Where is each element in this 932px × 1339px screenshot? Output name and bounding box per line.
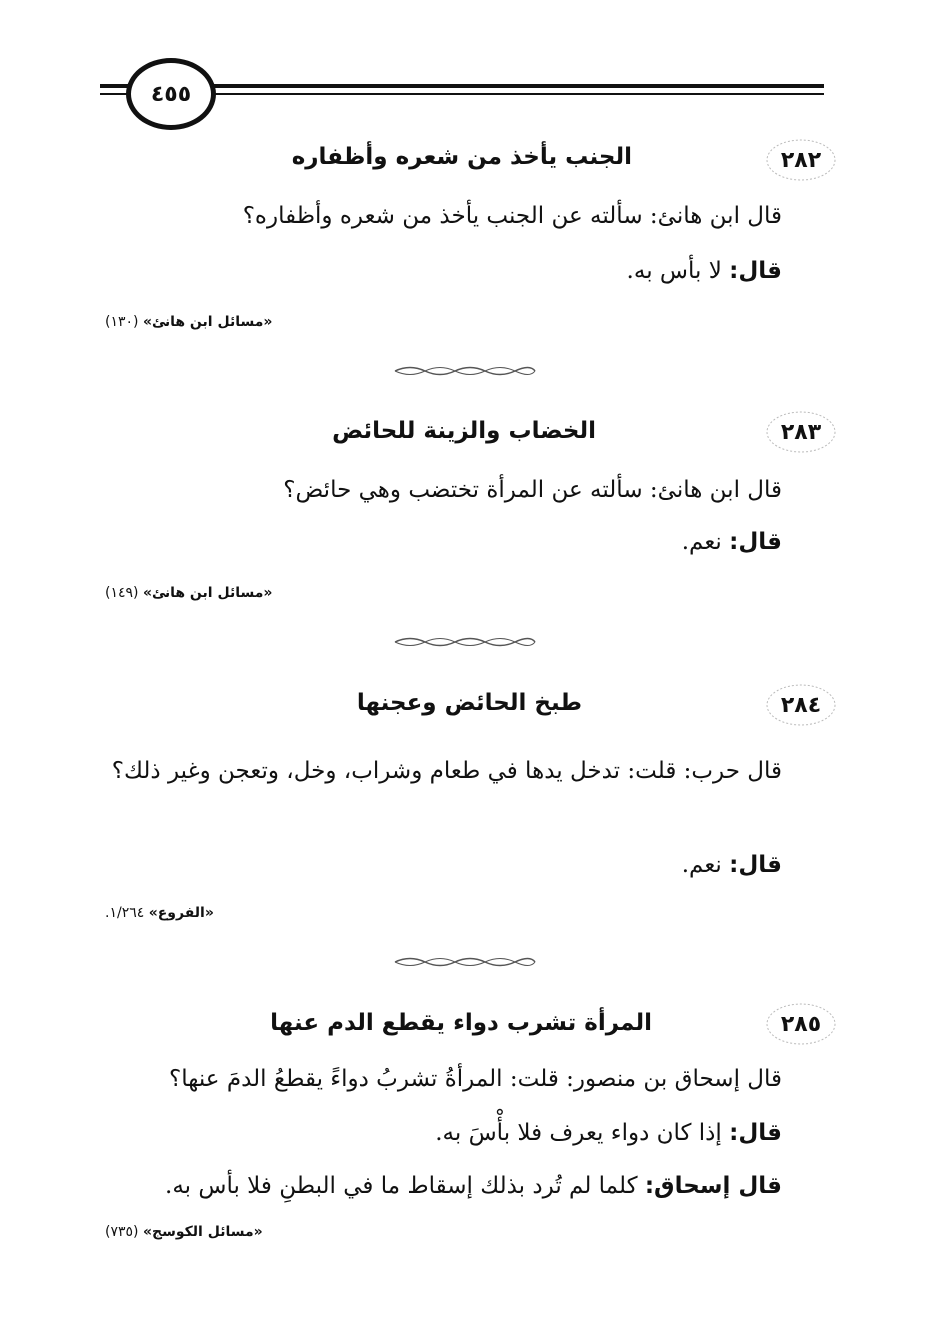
entry-line (165, 1173, 782, 1199)
entry-line (100, 745, 782, 797)
entry-text: قال إسحاق بن منصور: قلت: المرأةُ تشربُ دواءً يقطعُ الدمَ عنها؟ (169, 1066, 782, 1092)
speaker-label: قال: (729, 852, 782, 878)
entry-text: كلما لم تُرد بذلك إسقاط ما في البطنِ فلا بأس به. (165, 1173, 645, 1199)
ornament-divider (390, 364, 540, 378)
entry-title: الخضاب والزينة للحائض (332, 418, 596, 444)
speaker-label: قال إسحاق: (644, 1173, 782, 1199)
entry-text: قال حرب: قلت: تدخل يدها في طعام وشراب، وخل، وتعجن وغير ذلك؟ (111, 758, 782, 784)
entry-line (682, 852, 782, 878)
source-title: «مسائل الكوسج» (142, 1224, 263, 1240)
entry-text: قال ابن هانئ: سألته عن الجنب يأخذ من شعره وأظفاره؟ (242, 203, 782, 229)
entry-text: نعم. (681, 852, 730, 878)
entry-line (243, 203, 782, 229)
entry-line (435, 1120, 782, 1146)
source-number: (١٣٠) (105, 314, 139, 330)
source-number: (٧٣٥) (105, 1224, 139, 1240)
source-number: ١/٢٦٤. (105, 905, 145, 921)
entry-number-badge (765, 1002, 837, 1046)
entry-text: لا بأس به. (626, 258, 730, 284)
entry-number: ٢٨٣ (780, 419, 822, 445)
entry-number: ٢٨٥ (780, 1011, 822, 1037)
entry-number-badge (765, 410, 837, 454)
entry-line (283, 477, 782, 503)
ornament-divider (390, 635, 540, 649)
entry-text: قال ابن هانئ: سألته عن المرأة تختضب وهي حائض؟ (283, 477, 782, 503)
speaker-label: قال: (729, 1120, 782, 1146)
source-title: «مسائل ابن هانئ» (142, 585, 273, 601)
source-reference (105, 905, 214, 921)
entry-title: الجنب يأخذ من شعره وأظفاره (291, 144, 632, 170)
entry-number-badge (765, 138, 837, 182)
source-reference (105, 314, 272, 330)
entry-title: المرأة تشرب دواء يقطع الدم عنها (270, 1010, 652, 1036)
entry-title: طبخ الحائض وعجنها (356, 690, 582, 716)
source-reference (105, 585, 272, 601)
source-title: «الفروع» (148, 905, 214, 921)
entry-line (682, 529, 782, 555)
speaker-label: قال: (729, 529, 782, 555)
ornament-divider (390, 955, 540, 969)
entry-line (627, 258, 782, 284)
source-title: «مسائل ابن هانئ» (142, 314, 273, 330)
entry-text: إذا كان دواء يعرف فلا بأْسَ به. (435, 1120, 730, 1146)
entry-number-badge (765, 683, 837, 727)
source-reference (105, 1224, 263, 1240)
entry-number: ٢٨٤ (780, 692, 822, 718)
entry-number: ٢٨٢ (780, 147, 822, 173)
page-number: ٤٥٥ (126, 58, 216, 130)
speaker-label: قال: (729, 258, 782, 284)
entry-text: نعم. (681, 529, 730, 555)
entry-line (169, 1066, 782, 1092)
source-number: (١٤٩) (105, 585, 139, 601)
